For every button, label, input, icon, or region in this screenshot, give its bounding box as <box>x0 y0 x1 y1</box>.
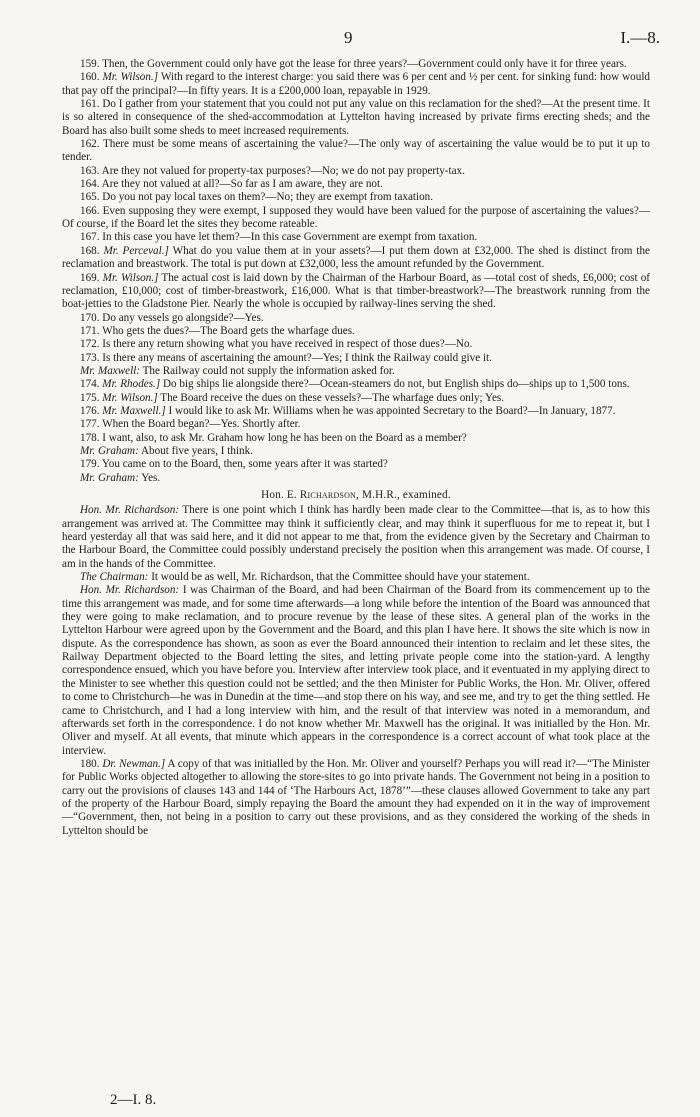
question-number: 160. <box>80 71 100 84</box>
paragraph-text: Who gets the dues?—The Board gets the wharfage dues. <box>102 324 355 337</box>
question-number: 170. <box>80 311 100 324</box>
speaker-name: Dr. Newman.] <box>102 757 166 770</box>
speaker-name: Mr. Wilson.] <box>102 71 159 84</box>
paragraph-text: Do you not pay local taxes on them?—No; they are exempt from taxation. <box>102 191 434 204</box>
speaker-name: Mr. Maxwell.] <box>102 404 166 417</box>
paragraph-text: A copy of that was initialled by the Hon. Mr. Oliver and yourself? Perhaps you will read it?—“The Minister for Public Works objected altogether to allowing the store-sites to go into private hands. The Government not being in a position to carry out the provisions of clauses 143 and 144 of ‘The Harbours Act, 1878’”—these clauses allowed Government to take any part of the property of the Harbour Board, simply repaying the Board the amount they had expended on it in the way of improvement—“Government, then, not being in a position to carry out these provisions, and as they considered the working of the sheds in Lyttelton should be <box>62 757 650 837</box>
testimony-paragraph <box>62 445 650 458</box>
paragraph-text: I want, also, to ask Mr. Graham how long he has been on the Board as a member? <box>102 431 467 444</box>
paragraph-text: The Board receive the dues on these vessels?—The wharfage dues only; Yes. <box>160 391 505 404</box>
paragraph-text: Are they not valued for property-tax purposes?—No; we do not pay property-tax. <box>101 164 465 177</box>
page-header <box>62 28 660 48</box>
question-number: 176. <box>80 404 100 417</box>
speaker-name: Mr. Maxwell: <box>80 364 141 377</box>
testimony-paragraph <box>62 432 650 445</box>
testimony-paragraph <box>62 352 650 365</box>
question-number: 168. <box>80 244 100 257</box>
testimony-paragraph <box>62 98 650 138</box>
testimony-paragraph <box>62 458 650 471</box>
speaker-name: Mr. Graham: <box>80 471 139 484</box>
paragraph-text: Are they not valued at all?—So far as I am aware, they are not. <box>101 178 383 191</box>
paragraph-text: The Railway could not supply the information asked for. <box>142 364 395 377</box>
paragraph-text: The actual cost is laid down by the Chairman of the Harbour Board, as —total cost of sheds, £6,000; cost of reclamation, £10,000; cost of timber-breastwork, £16,000. What is that timber-breastwork?—The breastwork running from the boat-jetties to the Gladstone Pier. Nearly the whole is occupied by railway-lines serving the shed. <box>62 271 651 311</box>
paragraph-text: When the Board began?—Yes. Shortly after. <box>102 418 301 431</box>
paragraph-text: I would like to ask Mr. Williams when he was appointed Secretary to the Board?—In January, 1877. <box>168 404 616 417</box>
testimony-paragraph <box>62 191 650 204</box>
statement-list <box>62 504 650 838</box>
testimony-paragraph <box>62 272 650 312</box>
question-list <box>62 58 650 485</box>
paragraph-text: There is one point which I think has hardly been made clear to the Committee—that is, as to how this arrangement was arrived at. The Committee may think it sufficiently clear, and may think it superfluous for me to repeat it, but I heard yesterday all that was said here, and it did not appear to me that, from the evidence given by the Secretary and Chairman to the Harbour Board, the Committee could possibly understand precisely the position when this arrangement was made. Of course, I am in the hands of the Committee. <box>62 504 650 570</box>
testimony-paragraph <box>62 584 650 757</box>
testimony-paragraph <box>62 165 650 178</box>
question-number: 165. <box>80 191 100 204</box>
testimony-paragraph <box>62 504 650 571</box>
speaker-name: The Chairman: <box>80 571 149 584</box>
section-heading-name: Richardson <box>299 489 357 501</box>
question-number: 159. <box>80 58 100 70</box>
question-number: 180. <box>80 757 100 770</box>
paragraph-text: With regard to the interest charge: you said there was 6 per cent and ½ per cent. for sinking fund: how would that pay off the principal?—In fifty years. It is a £200,000 loan, repayable in 1929. <box>62 71 650 97</box>
paragraph-text: Is there any means of ascertaining the amount?—Yes; I think the Railway could give it. <box>102 351 492 364</box>
question-number: 172. <box>80 338 100 351</box>
speaker-name: Hon. Mr. Richardson: <box>80 504 179 517</box>
page-number: 9 <box>344 28 353 47</box>
question-number: 164. <box>80 178 100 191</box>
question-number: 162. <box>80 138 100 151</box>
question-number: 163. <box>80 164 100 177</box>
testimony-paragraph <box>62 392 650 405</box>
testimony-paragraph <box>62 138 650 165</box>
paragraph-text: About five years, I think. <box>140 444 253 457</box>
question-number: 174. <box>80 378 100 391</box>
testimony-paragraph <box>62 378 650 391</box>
testimony-paragraph <box>62 205 650 232</box>
testimony-paragraph <box>62 365 650 378</box>
question-number: 169. <box>80 271 100 284</box>
question-number: 166. <box>80 204 100 217</box>
speaker-name: Mr. Wilson.] <box>102 391 158 404</box>
question-number: 179. <box>80 458 100 471</box>
question-number: 178. <box>80 431 100 444</box>
paragraph-text: Do any vessels go alongside?—Yes. <box>102 311 264 324</box>
paragraph-text: It would be as well, Mr. Richardson, that the Committee should have your statement. <box>151 571 530 584</box>
document-code: I.—8. <box>620 28 660 47</box>
testimony-paragraph <box>62 58 650 71</box>
paragraph-text: I was Chairman of the Board, and had been Chairman of the Board from its commencement up to the time this arrangement was made, and for some time afterwards—a long while before the intention of the Board was announced that they were going to make reclamation, and to procure revenue by the lease of these sites. A general plan of the works in the Lyttelton Harbour were agreed upon by the Government and the Board, and this plan I have here. It shows the site which is now in dispute. As the correspondence has shown, as soon as ever the Board announced their intention to reclaim and let these sites, the Railway Department objected to the Board letting the sites, and letting private people come into the station-yard. A lengthy correspondence ensued, which you have before you. Interview after interview took place, and it eventuated in my applying direct to the Minister to see whether this question could not be settled; and the then Minister for Public Works, the Hon. Mr. Oliver, offered to come to Christchurch—he was in Dunedin at the time—and stop there on his way, and see me, and try to get the thing settled. He came to Christchurch, and I had a long interview with him, and the result of that interview was noted in a memorandum, and afterwards set forth in the correspondence. I do not know whether Mr. Maxwell has the original. It was initialled by the Hon. Mr. Oliver and myself. At all events, that minute which appears in the correspondence is a correct account of what took place at the interview. <box>62 584 650 757</box>
paragraph-text: Do I gather from your statement that you could not put any value on this reclamation for the shed?—At the present time. It is so altered in consequence of the shed-accommodation at Lyttelton having increased by private firms erecting sheds; and the Board has also built some sheds to meet increased requirements. <box>62 98 650 137</box>
question-number: 161. <box>80 98 100 111</box>
section-heading <box>62 489 650 502</box>
testimony-paragraph <box>62 758 650 838</box>
paragraph-text: Then, the Government could only have got the lease for three years?—Government could only have it for three years. <box>102 58 627 70</box>
paragraph-text: Do big ships lie alongside there?—Ocean-steamers do not, but English ships do—ships up to 1,500 tons. <box>162 378 630 391</box>
paragraph-text: In this case you have let them?—In this case Government are exempt from taxation. <box>102 231 478 244</box>
paragraph-text: You came on to the Board, then, some years after it was started? <box>101 458 388 471</box>
testimony-paragraph <box>62 418 650 431</box>
question-number: 167. <box>80 231 100 244</box>
speaker-name: Hon. Mr. Richardson: <box>80 584 180 597</box>
question-number: 177. <box>80 418 100 431</box>
testimony-paragraph <box>62 571 650 584</box>
speaker-name: Mr. Wilson.] <box>102 271 159 284</box>
testimony-paragraph <box>62 71 650 98</box>
testimony-paragraph <box>62 245 650 272</box>
paragraph-text: Is there any return showing what you have received in respect of those dues?—No. <box>102 338 473 351</box>
page-signature: 2—I. 8. <box>110 1092 157 1108</box>
paragraph-text: Yes. <box>141 471 161 484</box>
paragraph-text: There must be some means of ascertaining the value?—The only way of ascertaining the value would be to put it up to tender. <box>62 138 650 164</box>
testimony-paragraph <box>62 472 650 485</box>
testimony-paragraph <box>62 405 650 418</box>
testimony-paragraph <box>62 231 650 244</box>
speaker-name: Mr. Graham: <box>80 444 139 457</box>
speaker-name: Mr. Rhodes.] <box>102 378 161 391</box>
testimony-paragraph <box>62 325 650 338</box>
question-number: 173. <box>80 351 100 364</box>
testimony-paragraph <box>62 312 650 325</box>
section-heading-suffix: , M.H.R., examined. <box>356 489 451 501</box>
paragraph-text: What do you value them at in your assets?—I put them down at £32,000. The shed is distinct from the reclamation and breastwork. The total is put down at £32,000, less the amount refunded by the Government. <box>62 244 650 271</box>
testimony-paragraph <box>62 338 650 351</box>
speaker-name: Mr. Perceval.] <box>103 244 169 257</box>
testimony-paragraph <box>62 178 650 191</box>
section-heading-prefix: Hon. E. <box>261 489 297 501</box>
question-number: 175. <box>80 391 100 404</box>
paragraph-text: Even supposing they were exempt, I supposed they would have been valued for the purpose of ascertaining the values?—Of course, if the Board let the sites they become rateable. <box>62 204 650 231</box>
question-number: 171. <box>80 324 100 337</box>
document-body <box>62 58 650 838</box>
